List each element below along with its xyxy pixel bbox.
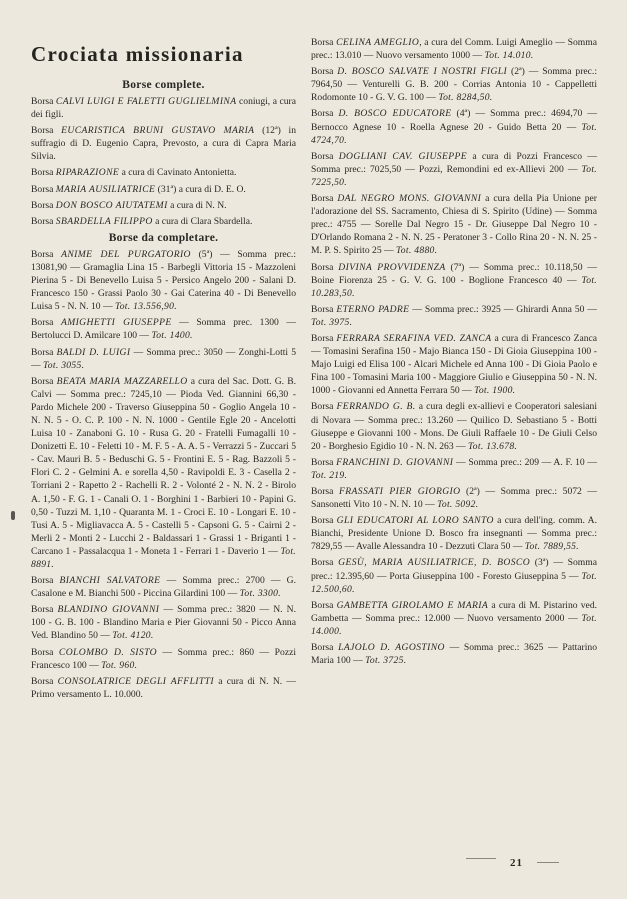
entry-name: D. BOSCO EDUCATORE bbox=[338, 108, 452, 120]
entry-prefix: Borsa bbox=[31, 215, 56, 227]
borsa-entry bbox=[311, 641, 597, 667]
entry-prefix: Borsa bbox=[311, 303, 337, 315]
entry-name: ETERNO PADRE bbox=[336, 303, 410, 315]
borsa-entry bbox=[31, 215, 296, 228]
entry-details: (2ª) — Somma prec.: 5072 — Sansonetti Vito 10 - N. N. 10 — bbox=[311, 486, 597, 511]
entry-total: Tot. 219. bbox=[311, 469, 348, 481]
entry-prefix: Borsa bbox=[311, 599, 337, 611]
borsa-entry bbox=[31, 675, 296, 701]
entry-details: (31ª) a cura di D. E. O. bbox=[155, 183, 246, 195]
entry-total: Tot. 3300. bbox=[239, 588, 281, 600]
entry-details: — Somma prec.: 2700 — G. Casalone e M. Bianchi 500 - Piccina Gilardini 100 — bbox=[31, 575, 297, 600]
entry-details: a cura degli ex-allievi e Cooperatori salesiani di Novara — Somma prec.: 13.260 — Quilico D. Sebastiano 5 - Botti Giuseppe e Giovanni 100 - Mons. De Giuli Raffaele 10 - De Giuli Celso 20 - Borghesio Egidio 10 - N. N. 263 — bbox=[311, 401, 597, 452]
entry-details: a cura di N. N. bbox=[167, 199, 227, 211]
right-column bbox=[311, 36, 597, 670]
entry-name: BALDI D. LUIGI bbox=[56, 346, 131, 358]
borsa-entry bbox=[31, 375, 296, 571]
entry-name: EUCARISTICA BRUNI GUSTAVO MARIA bbox=[61, 125, 255, 137]
entry-name: SBARDELLA FILIPPO bbox=[55, 215, 153, 227]
borsa-entry bbox=[311, 332, 597, 397]
entry-details: a cura del Sac. Dott. G. B. Calvi — Somma prec.: 7245,10 — Pioda Ved. Giannini 66,30 - Pardo Michele 200 - Traverso Giuseppina 50 - Goglio Angela 10 - N. N. 5 - O. C. P. 100 - N. N. 1000 - Gentile Egle 20 - Ancelotti Luisa 10 - Zanaboni G. 10 - Rusa G. 20 - Fratelli Fumagalli 10 - Donizetti E. 10 - Feletti 10 - M. F. 5 - A. A. 5 - Verrazzi 5 - Zuccari 5 - Cav. Mauri B. 5 - Beduschi G. 5 - Frontini E. 5 - Rag. Bazzoli 5 - Flori C. 2 - Gelmini A. e sorella 4,50 - Ravipoldi E. 3 - Casella 2 - Torriani 2 - Rapetto 2 - Rachelli R. 2 - Volonté 2 - N. N. 2 - Birolo A. 1,50 - F. G. 1 - Canali O. 1 - Borghini 1 - Barbieri 10 - Papini G. 0,50 - Tuzzi M. 1,10 - Quaranta M. 1 - Croci E. 10 - Longari E. 10 - Tusi A. 5 - Migliavacca A. 5 - Castelli 5 - Capsoni G. 5 - Cairni 2 - Merli 2 - Monti 2 - Lucchi 2 - Baldassari 1 - Grassi 1 - Briganti 1 - Carcano 1 - Passalacqua 1 - Moneta 1 - Ferrari 1 - Daverio 1 — bbox=[31, 375, 297, 557]
footer-rule-right bbox=[537, 862, 559, 863]
section-heading-incomplete: Borse da completare. bbox=[108, 231, 219, 244]
entry-details: — Somma prec.: 860 — Pozzi Francesco 100 — bbox=[31, 646, 296, 671]
entry-total: Tot. 7225,50. bbox=[311, 163, 597, 188]
entry-details: a cura di Clara Sbardella. bbox=[152, 215, 253, 227]
entry-total: Tot. 3975. bbox=[311, 316, 353, 328]
borsa-entry bbox=[311, 514, 597, 553]
borsa-entry bbox=[311, 303, 597, 329]
borsa-entry bbox=[311, 485, 597, 511]
entry-prefix: Borsa bbox=[311, 642, 339, 654]
borsa-entry bbox=[311, 150, 597, 189]
section-heading-complete: Borse complete. bbox=[122, 79, 205, 91]
borsa-entry bbox=[31, 183, 296, 196]
entry-prefix: Borsa bbox=[31, 575, 60, 587]
borsa-entry bbox=[31, 248, 296, 313]
entry-name: COLOMBO D. SISTO bbox=[58, 646, 157, 658]
borsa-entry bbox=[311, 107, 597, 146]
page-number: 21 bbox=[510, 857, 523, 869]
entry-total: Tot. 3725. bbox=[365, 655, 407, 667]
entry-total: Tot. 14.000. bbox=[311, 612, 597, 637]
entry-details: — Somma prec.: 3050 — Zonghi-Lotti 5 — bbox=[31, 346, 296, 371]
entry-details: (7ª) — Somma prec.: 10.118,50 — Boine Fiorenza 25 - G. V. G. 100 - Boglione Francesco 40 — bbox=[311, 261, 598, 286]
entry-details: — Somma prec.: 209 — A. F. 10 — bbox=[453, 456, 597, 468]
borsa-entry bbox=[31, 603, 296, 642]
entry-name: BIANCHI SALVATORE bbox=[59, 575, 161, 587]
entry-prefix: Borsa bbox=[311, 261, 339, 273]
footer-rule-left bbox=[466, 858, 496, 859]
entry-prefix: Borsa bbox=[311, 66, 338, 78]
entry-prefix: Borsa bbox=[31, 248, 62, 260]
entry-details: a cura dell'ing. comm. A. Bianchi, Presidente Unione D. Bosco fra insegnanti — Somma prec.: 7829,55 — Avalle Alessandra 10 - Dezzuti Clara 50 — bbox=[311, 515, 597, 553]
page-title: Crociata missionaria bbox=[31, 42, 244, 66]
entry-name: GESÙ, MARIA AUSILIATRICE, D. BOSCO bbox=[338, 557, 531, 569]
entry-name: DAL NEGRO MONS. GIOVANNI bbox=[337, 193, 482, 205]
borsa-entry bbox=[31, 316, 296, 342]
borsa-entry bbox=[311, 192, 597, 257]
entry-details: (5ª) — Somma prec.: 13081,90 — Gramaglia Lina 15 - Barbegli Vittoria 15 - Mazzoleni Pierina 5 - Di Benevello Luisa 5 - Persico Angelo 200 - Salani D. Francesco 150 - Grassi Paolo 30 - Gai Caterina 40 - Di Benevello Luisa 5 - N. N. 10 — bbox=[31, 248, 296, 313]
entry-name: DON BOSCO AIUTATEMI bbox=[55, 199, 168, 211]
entry-details: a cura di Cavinato Antonietta. bbox=[119, 167, 237, 179]
entry-details: coniugi, a cura dei figli. bbox=[31, 96, 297, 121]
entry-details: , a cura del Comm. Luigi Ameglio — Somma prec.: 13.010 — Nuovo versamento 1000 — bbox=[311, 37, 597, 62]
entry-total: Tot. 14.010. bbox=[484, 50, 534, 62]
entry-details: — Somma prec.: 3820 — N. N. 100 - G. B. 100 - Blandino Maria e Pier Giovanni 50 - Picco Anna Ved. Blandino 50 — bbox=[31, 604, 297, 642]
entry-name: AMIGHETTI GIUSEPPE bbox=[60, 317, 172, 329]
entry-total: Tot. 7889,55. bbox=[524, 541, 579, 553]
entry-details: — Somma prec. 1300 — Bertolucci D. Amilcare 100 — bbox=[31, 317, 296, 342]
entry-prefix: Borsa bbox=[31, 199, 56, 211]
entry-total: Tot. 13.556,90. bbox=[114, 301, 177, 313]
entry-total: Tot. 1400. bbox=[151, 330, 193, 342]
entry-prefix: Borsa bbox=[311, 557, 339, 569]
entry-total: Tot. 3055. bbox=[43, 359, 85, 371]
entry-name: FERRARA SERAFINA VED. ZANCA bbox=[336, 332, 492, 344]
entry-details: a cura di N. N. — Primo versamento L. 10.000. bbox=[31, 675, 297, 700]
entry-prefix: Borsa bbox=[311, 401, 337, 413]
entry-total: Tot. 960. bbox=[101, 659, 138, 671]
borsa-entry bbox=[311, 599, 597, 638]
entry-details: a cura della Pia Unione per l'adorazione del SS. Sacramento, Chiesa di S. Spirito (Udine) — Somma prec.: 4755 — Sorelle Dal Negro 15 - Dr. Giuseppe Dal Negro 10 - D'Orlando Romana 2 - N. N. 25 - Peratoner 3 - Collo Rina 20 - N. N. 25 - M. P. S. Spirito 25 — bbox=[311, 193, 598, 257]
borsa-entry bbox=[31, 124, 296, 163]
entry-prefix: Borsa bbox=[31, 183, 56, 195]
entry-prefix: Borsa bbox=[31, 96, 56, 107]
borsa-entry bbox=[31, 346, 296, 372]
entry-prefix: Borsa bbox=[311, 332, 337, 344]
entry-total: Tot. 13.678. bbox=[468, 440, 518, 452]
entry-details: (12ª) in suffragio di D. Eugenio Capra, Prevosto, a cura di Capra Maria Silvia. bbox=[31, 125, 297, 163]
entry-total: Tot. 12.500,60. bbox=[311, 570, 597, 595]
entry-prefix: Borsa bbox=[31, 317, 61, 329]
entry-name: LAJOLO D. AGOSTINO bbox=[338, 642, 445, 654]
entry-name: BEATA MARIA MAZZARELLO bbox=[56, 375, 188, 387]
borsa-entry bbox=[31, 646, 296, 672]
entry-name: RIPARAZIONE bbox=[55, 167, 120, 179]
entry-prefix: Borsa bbox=[31, 375, 57, 387]
entry-total: Tot. 8284,50. bbox=[438, 92, 493, 104]
entry-total: Tot. 4724,70. bbox=[311, 121, 597, 146]
entry-name: CELINA AMEGLIO bbox=[336, 37, 420, 48]
entry-name: FRASSATI PIER GIORGIO bbox=[338, 486, 461, 497]
entry-total: Tot. 5092. bbox=[437, 499, 479, 511]
entry-details: — Somma prec.: 3625 — Pattarino Maria 100 — bbox=[311, 642, 597, 667]
entry-name: GLI EDUCATORI AL LORO SANTO bbox=[336, 515, 494, 527]
entry-details: (2ª) — Somma prec.: 7964,50 — Venturelli G. B. 200 - Corrias Antonia 10 - Cappelletti Rodomonte 10 - G. V. G. 100 — bbox=[311, 66, 597, 104]
entry-name: ANIME DEL PURGATORIO bbox=[61, 248, 191, 260]
entry-name: FRANCHINI D. GIOVANNI bbox=[336, 456, 454, 468]
incomplete-list bbox=[31, 248, 296, 701]
borsa-entry bbox=[311, 261, 597, 300]
entry-total: Tot. 4880. bbox=[396, 245, 438, 257]
entry-total: Tot. 4120. bbox=[112, 630, 154, 642]
entry-total: Tot. 8891. bbox=[31, 545, 296, 570]
entry-prefix: Borsa bbox=[31, 167, 56, 179]
borsa-entry bbox=[31, 199, 296, 212]
entry-details: a cura di Pozzi Francesco — Somma prec.: 7025,50 — Pozzi, Remondini ed ex-Allievi 200 — bbox=[311, 150, 598, 175]
borsa-entry bbox=[311, 400, 597, 452]
entry-details: a cura di Francesco Zanca — Tomasini Serafina 150 - Majo Bianca 150 - Di Gioia Giuseppina 100 - Majo Luigi ed Elisa 100 - Alcari Michele ed Anna 100 - Di Gioia Paolo e Fina 100 - Tomasini Maria 100 - Maggiore Giulio e Giuseppina 50 - N. N. 1000 - Giovanni ed Annetta Ferrara 50 — bbox=[311, 332, 598, 397]
borsa-entry bbox=[311, 36, 597, 62]
borsa-entry bbox=[311, 456, 597, 482]
borsa-entry bbox=[31, 95, 296, 121]
borsa-entry bbox=[311, 556, 597, 595]
entry-prefix: Borsa bbox=[311, 150, 339, 162]
borsa-entry bbox=[31, 574, 296, 600]
entry-details: (3ª) — Somma prec.: 12.395,60 — Porta Giuseppina 100 - Foresto Giuseppina 5 — bbox=[311, 557, 597, 582]
ink-smudge bbox=[11, 511, 15, 520]
entry-name: DIVINA PROVVIDENZA bbox=[338, 261, 446, 273]
entry-prefix: Borsa bbox=[31, 675, 58, 687]
entry-details: (4ª) — Somma prec.: 4694,70 — Bernocco Agnese 10 - Roella Agnese 20 - Guido Betta 20 — bbox=[311, 108, 598, 133]
entry-prefix: Borsa bbox=[311, 193, 338, 205]
entry-name: FERRANDO G. B. bbox=[336, 401, 416, 413]
entry-prefix: Borsa bbox=[31, 346, 57, 358]
entry-name: CONSOLATRICE DEGLI AFFLITTI bbox=[57, 675, 214, 687]
entry-prefix: Borsa bbox=[311, 37, 337, 48]
entry-details: — Somma prec.: 3925 — Ghirardi Anna 50 — bbox=[409, 303, 597, 315]
entry-prefix: Borsa bbox=[311, 108, 339, 120]
entry-total: Tot. 1900. bbox=[474, 385, 516, 397]
entry-name: MARIA AUSILIATRICE bbox=[55, 183, 156, 195]
entry-name: D. BOSCO SALVATE I NOSTRI FIGLI bbox=[337, 66, 508, 78]
right-list bbox=[311, 36, 597, 667]
complete-list bbox=[31, 95, 296, 228]
entry-name: BLANDINO GIOVANNI bbox=[57, 604, 160, 616]
left-column bbox=[31, 36, 296, 704]
entry-details: a cura di M. Pistarino ved. Gambetta — Somma prec.: 12.000 — Nuovo versamento 2000 — bbox=[311, 599, 598, 624]
entry-name: CALVI LUIGI E FALETTI GUGLIELMINA bbox=[55, 96, 237, 107]
entry-total: Tot. 10.283,50. bbox=[311, 274, 597, 299]
entry-prefix: Borsa bbox=[31, 125, 62, 137]
borsa-entry bbox=[31, 166, 296, 179]
entry-name: DOGLIANI CAV. GIUSEPPE bbox=[338, 150, 468, 162]
entry-prefix: Borsa bbox=[31, 604, 58, 616]
entry-prefix: Borsa bbox=[311, 486, 339, 497]
entry-prefix: Borsa bbox=[311, 515, 337, 527]
entry-prefix: Borsa bbox=[31, 646, 59, 658]
borsa-entry bbox=[311, 65, 597, 104]
entry-name: GAMBETTA GIROLAMO E MARIA bbox=[336, 599, 489, 611]
entry-prefix: Borsa bbox=[311, 456, 337, 468]
